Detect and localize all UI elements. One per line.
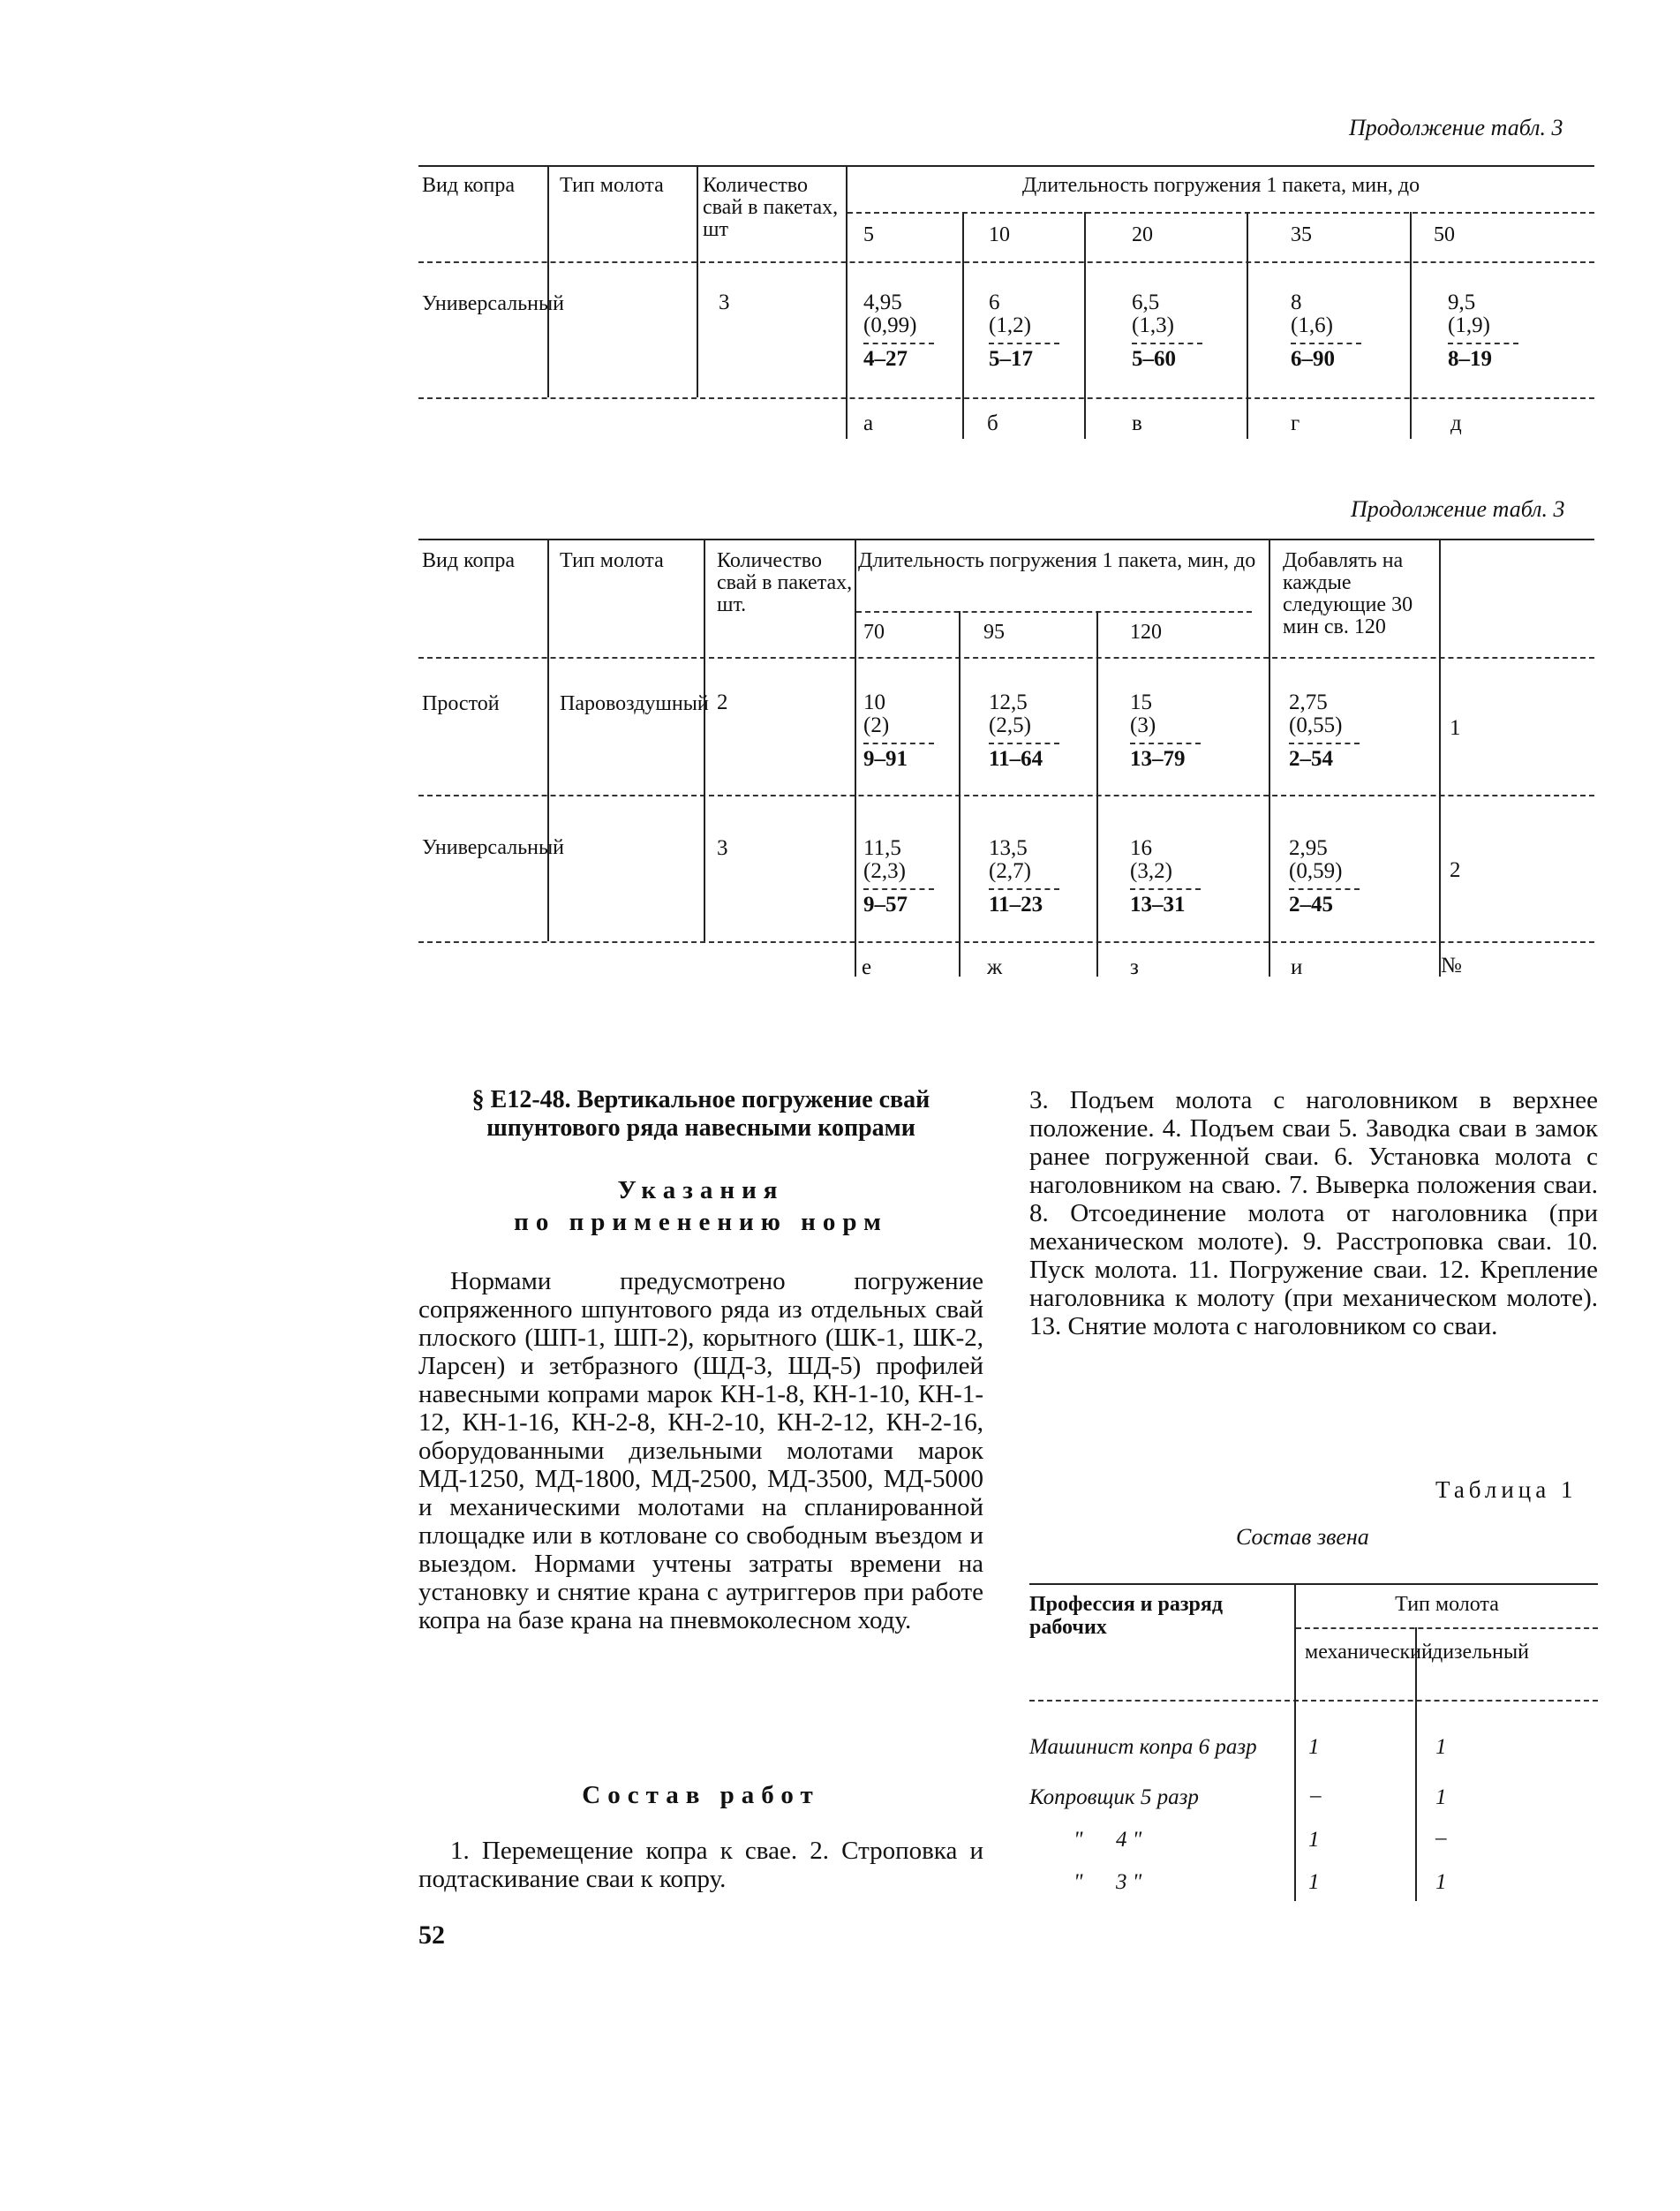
column-letter: г xyxy=(1291,411,1300,435)
table-b-col-divider xyxy=(704,539,705,941)
section-title-line: § Е12-48. Вертикальное погружение свай xyxy=(471,1086,930,1113)
row-mechanical: 1 xyxy=(1308,1828,1320,1852)
table-a-header-rule xyxy=(418,261,1594,263)
cell-separator xyxy=(1448,343,1518,344)
cell-value: 11,5 xyxy=(863,836,901,860)
cell-separator xyxy=(1289,743,1360,744)
cell xyxy=(863,691,934,771)
cell xyxy=(1130,837,1201,917)
column-letter: д xyxy=(1450,411,1462,435)
cell-paren: (2) xyxy=(863,713,890,737)
cell-code: 5–60 xyxy=(1132,347,1176,371)
header-diesel: дизельный xyxy=(1432,1641,1529,1664)
cell xyxy=(989,837,1059,917)
cell-value: 6 xyxy=(989,291,1000,314)
cell-separator xyxy=(989,743,1059,744)
table-a-col-divider xyxy=(1084,212,1086,439)
row-count: 3 xyxy=(719,291,730,314)
cell-value: 8 xyxy=(1291,291,1302,314)
table-b-col-divider xyxy=(547,539,549,941)
cell xyxy=(989,291,1059,371)
paragraph-norms: Нормами предусмотрено погружение сопряженного шпунтового ряда из отдельных свай плоского (ШП-1, ШП-2), корытного (ШК-1, ШК-2, Ларсен) и зетбразного (ШД-3, ШД-5) профилей навесными копрами марок КН-1-8, КН-1-10, КН-1-12, КН-1-16, КН-2-8, КН-2-10, КН-2-12, КН-2-16, оборудованными дизельными молотами марок МД-1250, МД-1800, МД-2500, МД-3500, МД-5000 и механическими молотами на спланированной площадке или в котловане со свободным въездом и выездом. Нормами учтены затраты времени на установку и снятие крана с аутриггеров при работе копра на базе крана на пневмоколесном ходу. xyxy=(418,1267,983,1634)
cell-code: 8–19 xyxy=(1448,347,1492,371)
table-a-col-divider xyxy=(846,165,848,439)
header-count: Количество свай в пакетах, шт xyxy=(703,174,839,241)
row-hammer: Паровоздушный xyxy=(560,692,709,715)
cell xyxy=(863,291,934,371)
row-kind: Универсальный xyxy=(422,836,564,859)
column-letter: е xyxy=(862,955,872,979)
table-a-col-divider xyxy=(547,165,549,397)
heading-work-composition: Состав работ xyxy=(582,1781,820,1809)
duration-20: 20 xyxy=(1132,223,1153,246)
row-number: 1 xyxy=(1450,716,1461,740)
table-a-top-rule xyxy=(418,165,1594,167)
paragraph-steps-1: 1. Перемещение копра к свае. 2. Строповка и подтаскивание сваи к копру. xyxy=(418,1837,983,1893)
row-mechanical: – xyxy=(1310,1784,1322,1807)
cell-separator xyxy=(1291,343,1361,344)
duration-10: 10 xyxy=(989,223,1010,246)
row-count: 3 xyxy=(717,836,728,860)
heading-line: по применению норм xyxy=(514,1208,888,1236)
cell-paren: (1,3) xyxy=(1132,313,1174,337)
header-mechanical: механический xyxy=(1305,1641,1433,1664)
table-b-row-rule xyxy=(418,795,1594,796)
cell-paren: (1,9) xyxy=(1448,313,1490,337)
cell-paren: (0,55) xyxy=(1289,713,1343,737)
column-letter: б xyxy=(987,411,998,435)
cell-code: 11–64 xyxy=(989,747,1043,771)
cell-code: 2–45 xyxy=(1289,893,1333,917)
cell-separator xyxy=(1289,888,1360,890)
table-a-col-divider xyxy=(962,212,964,439)
header-kind: Вид копра xyxy=(422,549,515,572)
duration-5: 5 xyxy=(863,223,874,246)
duration-95: 95 xyxy=(983,621,1005,644)
column-letter: № xyxy=(1441,954,1462,977)
cell-separator xyxy=(1130,743,1201,744)
cell xyxy=(1289,691,1360,771)
cell-separator xyxy=(989,888,1059,890)
header-add: Добавлять на каждые следующие 30 мин св. 120 xyxy=(1283,549,1413,638)
row-mechanical: 1 xyxy=(1308,1735,1320,1759)
cell-paren: (1,2) xyxy=(989,313,1031,337)
cell-separator xyxy=(863,343,934,344)
table-a-bottom-rule xyxy=(418,397,1594,399)
cell-code: 13–79 xyxy=(1130,747,1186,771)
row-profession: Машинист копра 6 разр xyxy=(1029,1735,1257,1759)
continuation-label-b: Продолжение табл. 3 xyxy=(1351,496,1565,522)
table-a-col-divider xyxy=(1410,212,1412,439)
header-profession: Профессия и разряд рабочих xyxy=(1029,1593,1223,1639)
table-b-col-divider xyxy=(1096,611,1098,977)
cell xyxy=(863,837,934,917)
cell-paren: (2,3) xyxy=(863,859,906,883)
cell-paren: (2,5) xyxy=(989,713,1031,737)
header-duration: Длительность погружения 1 пакета, мин, до xyxy=(1021,174,1420,197)
cell-code: 2–54 xyxy=(1289,747,1333,771)
table1-top-rule xyxy=(1029,1583,1598,1585)
table-a-col-divider xyxy=(1247,212,1248,439)
cell-paren: (2,7) xyxy=(989,859,1031,883)
cell-paren: (0,59) xyxy=(1289,859,1343,883)
row-diesel: – xyxy=(1435,1826,1447,1850)
cell-separator xyxy=(863,888,934,890)
cell-value: 9,5 xyxy=(1448,291,1476,314)
cell-value: 4,95 xyxy=(863,291,902,314)
column-letter: в xyxy=(1132,411,1142,435)
cell-value: 6,5 xyxy=(1132,291,1160,314)
cell-code: 5–17 xyxy=(989,347,1033,371)
table-b-bottom-rule xyxy=(418,941,1594,943)
header-count: Количество свай в пакетах, шт. xyxy=(717,549,853,616)
table-b-col-divider xyxy=(959,611,961,977)
heading-line: Указания xyxy=(617,1176,785,1204)
row-kind: Простой xyxy=(422,692,500,715)
row-number: 2 xyxy=(1450,858,1461,882)
cell xyxy=(1130,691,1201,771)
heading-instructions xyxy=(415,1174,987,1238)
table1-label: Таблица 1 xyxy=(1435,1476,1578,1503)
column-letter: и xyxy=(1291,955,1303,979)
cell-separator xyxy=(1132,343,1202,344)
continuation-label-a: Продолжение табл. 3 xyxy=(1349,115,1563,140)
cell-paren: (3) xyxy=(1130,713,1156,737)
cell-code: 11–23 xyxy=(989,893,1043,917)
cell-paren: (0,99) xyxy=(863,313,917,337)
table-a-col-divider xyxy=(697,165,698,397)
cell-separator xyxy=(989,343,1059,344)
cell xyxy=(1132,291,1202,371)
table-b-header-rule xyxy=(418,657,1594,659)
cell-value: 2,95 xyxy=(1289,836,1328,860)
table-b-top-rule xyxy=(418,539,1594,540)
cell-code: 9–91 xyxy=(863,747,908,771)
cell xyxy=(989,691,1059,771)
cell xyxy=(1448,291,1518,371)
cell-code: 9–57 xyxy=(863,893,908,917)
table1-caption: Состав звена xyxy=(1236,1524,1369,1550)
table1-header-rule xyxy=(1029,1700,1598,1702)
section-title xyxy=(415,1086,987,1143)
header-hammer: Тип молота xyxy=(560,549,664,572)
cell-value: 15 xyxy=(1130,690,1152,714)
table1-subheader-rule xyxy=(1296,1627,1598,1629)
header-hammer-type: Тип молота xyxy=(1395,1593,1499,1616)
table1-col-divider xyxy=(1294,1583,1296,1901)
header-kind: Вид копра xyxy=(422,174,515,197)
table-b-subheader-rule xyxy=(856,611,1252,613)
row-kind: Универсальный xyxy=(422,292,564,315)
cell-code: 4–27 xyxy=(863,347,908,371)
page-number: 52 xyxy=(418,1920,445,1950)
duration-50: 50 xyxy=(1434,223,1455,246)
cell-code: 13–31 xyxy=(1130,893,1186,917)
header-duration: Длительность погружения 1 пакета, мин, до xyxy=(858,549,1256,572)
cell-value: 12,5 xyxy=(989,690,1028,714)
table-a-subheader-rule xyxy=(848,212,1594,214)
row-mechanical: 1 xyxy=(1308,1870,1320,1894)
row-profession: " 3 " xyxy=(1074,1870,1142,1894)
column-letter: а xyxy=(863,411,874,435)
cell-value: 16 xyxy=(1130,836,1152,860)
column-letter: з xyxy=(1130,955,1139,979)
cell-paren: (1,6) xyxy=(1291,313,1333,337)
row-profession: Копровщик 5 разр xyxy=(1029,1785,1199,1809)
cell-code: 6–90 xyxy=(1291,347,1335,371)
duration-120: 120 xyxy=(1130,621,1162,644)
row-diesel: 1 xyxy=(1435,1735,1447,1759)
cell-separator xyxy=(863,743,934,744)
cell-value: 13,5 xyxy=(989,836,1028,860)
table-b-col-divider xyxy=(1269,539,1270,977)
column-letter: ж xyxy=(987,955,1003,979)
cell-paren: (3,2) xyxy=(1130,859,1172,883)
duration-70: 70 xyxy=(863,621,885,644)
cell-value: 10 xyxy=(863,690,885,714)
paragraph-steps-2: 3. Подъем молота с наголовником в верхнее положение. 4. Подъем сваи 5. Заводка сваи в замок ранее погруженной сваи. 6. Установка молота с наголовником на сваю. 7. Выверка положения сваи. 8. Отсоединение молота от наголовника (при механическом молоте). 9. Расстроповка сваи. 10. Пуск молота. 11. Погружение сваи. 12. Крепление наголовника к молоту (при механическом молоте). 13. Снятие молота с наголовником со сваи. xyxy=(1029,1086,1598,1340)
duration-35: 35 xyxy=(1291,223,1312,246)
row-diesel: 1 xyxy=(1435,1785,1447,1809)
table1-col-divider xyxy=(1415,1627,1417,1901)
row-profession: " 4 " xyxy=(1074,1828,1142,1852)
header-hammer: Тип молота xyxy=(560,174,664,197)
section-title-line: шпунтового ряда навесными копрами xyxy=(486,1114,915,1142)
cell xyxy=(1291,291,1361,371)
row-count: 2 xyxy=(717,690,728,714)
cell xyxy=(1289,837,1360,917)
cell-value: 2,75 xyxy=(1289,690,1328,714)
cell-separator xyxy=(1130,888,1201,890)
row-diesel: 1 xyxy=(1435,1870,1447,1894)
